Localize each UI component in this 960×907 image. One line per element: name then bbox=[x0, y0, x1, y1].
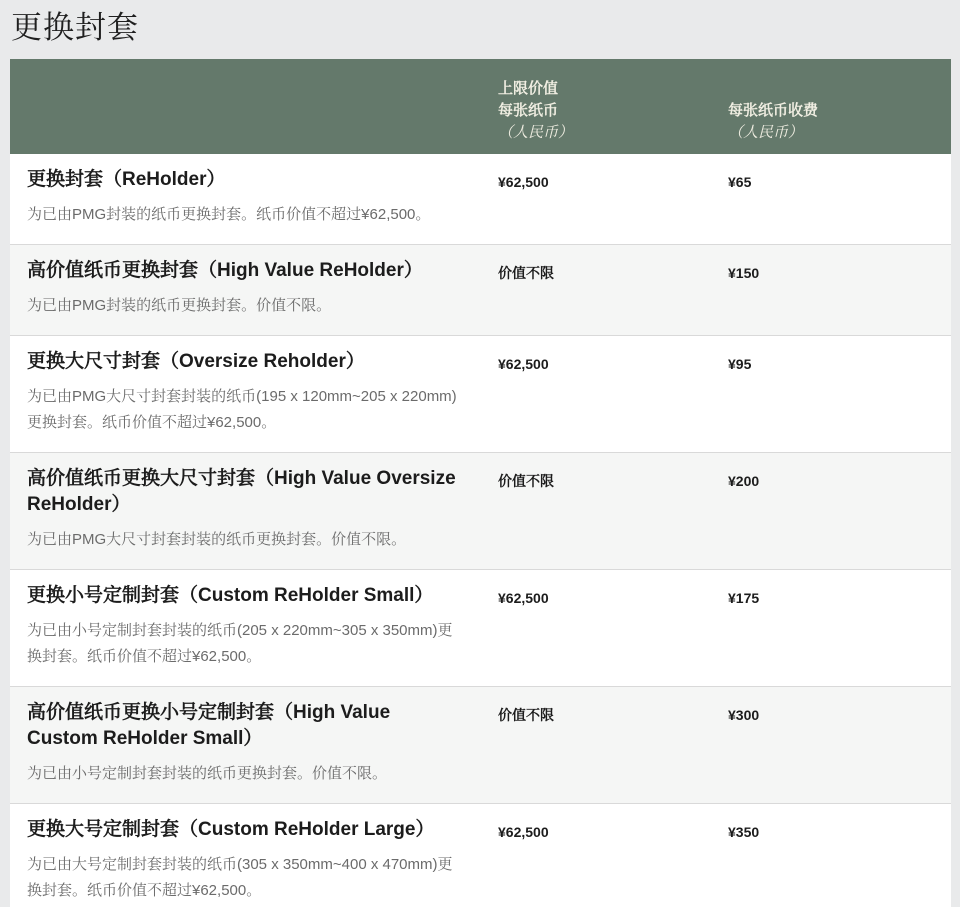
service-title: 高价值纸币更换封套（High Value ReHolder） bbox=[27, 260, 423, 281]
col-header-fee-line1: 每张纸币收费 bbox=[728, 102, 819, 119]
service-description: 为已由小号定制封套封装的纸币(205 x 220mm~305 x 350mm)更换封套。纸币价值不超过¥62,500。 bbox=[27, 622, 453, 665]
service-cell bbox=[10, 804, 488, 907]
table-body bbox=[10, 154, 951, 907]
table-row bbox=[10, 245, 951, 336]
service-cell bbox=[10, 570, 488, 687]
col-header-fee bbox=[718, 59, 951, 154]
max-value-cell: 价值不限 bbox=[498, 473, 554, 489]
service-title: 高价值纸币更换小号定制封套（High Value Custom ReHolder Small） bbox=[27, 702, 391, 749]
fee-cell: ¥65 bbox=[728, 174, 752, 190]
max-value-cell: 价值不限 bbox=[498, 265, 554, 281]
service-cell bbox=[10, 453, 488, 570]
table-row bbox=[10, 154, 951, 245]
fee-cell: ¥95 bbox=[728, 356, 752, 372]
col-header-max-value-line1: 上限价值 bbox=[498, 80, 559, 97]
table-header bbox=[10, 59, 951, 154]
service-description: 为已由大号定制封套封装的纸币(305 x 350mm~400 x 470mm)更换封套。纸币价值不超过¥62,500。 bbox=[27, 856, 453, 899]
col-header-max-value-line2: 每张纸币 bbox=[498, 102, 559, 119]
service-title: 高价值纸币更换大尺寸封套（High Value Oversize ReHolder） bbox=[27, 468, 456, 515]
col-header-max-value-currency: （人民币） bbox=[498, 124, 574, 141]
max-value-cell: ¥62,500 bbox=[498, 590, 549, 606]
fee-cell: ¥300 bbox=[728, 707, 760, 723]
table-row bbox=[10, 453, 951, 570]
fee-cell: ¥175 bbox=[728, 590, 760, 606]
reholder-fee-table bbox=[10, 59, 951, 907]
max-value-cell: ¥62,500 bbox=[498, 824, 549, 840]
service-cell bbox=[10, 687, 488, 804]
service-title: 更换大号定制封套（Custom ReHolder Large） bbox=[27, 819, 435, 840]
fee-cell: ¥200 bbox=[728, 473, 760, 489]
service-cell bbox=[10, 245, 488, 336]
table-row bbox=[10, 570, 951, 687]
service-description: 为已由小号定制封套封装的纸币更换封套。价值不限。 bbox=[27, 765, 388, 782]
table-row bbox=[10, 336, 951, 453]
col-header-max-value bbox=[488, 59, 718, 154]
service-description: 为已由PMG大尺寸封套封装的纸币更换封套。价值不限。 bbox=[27, 531, 407, 548]
fee-cell: ¥150 bbox=[728, 265, 760, 281]
max-value-cell: 价值不限 bbox=[498, 707, 554, 723]
table-row bbox=[10, 804, 951, 907]
service-description: 为已由PMG封装的纸币更换封套。纸币价值不超过¥62,500。 bbox=[27, 206, 431, 223]
max-value-cell: ¥62,500 bbox=[498, 174, 549, 190]
col-header-service bbox=[10, 59, 488, 154]
service-title: 更换封套（ReHolder） bbox=[27, 169, 226, 190]
max-value-cell: ¥62,500 bbox=[498, 356, 549, 372]
service-description: 为已由PMG封装的纸币更换封套。价值不限。 bbox=[27, 297, 332, 314]
fee-cell: ¥350 bbox=[728, 824, 760, 840]
service-description: 为已由PMG大尺寸封套封装的纸币(195 x 120mm~205 x 220mm)更换封套。纸币价值不超过¥62,500。 bbox=[27, 388, 457, 431]
service-cell bbox=[10, 154, 488, 245]
service-title: 更换大尺寸封套（Oversize Reholder） bbox=[27, 351, 365, 372]
col-header-fee-currency: （人民币） bbox=[728, 124, 804, 141]
page-title: 更换封套 bbox=[11, 10, 139, 45]
table-row bbox=[10, 687, 951, 804]
service-title: 更换小号定制封套（Custom ReHolder Small） bbox=[27, 585, 434, 606]
service-cell bbox=[10, 336, 488, 453]
